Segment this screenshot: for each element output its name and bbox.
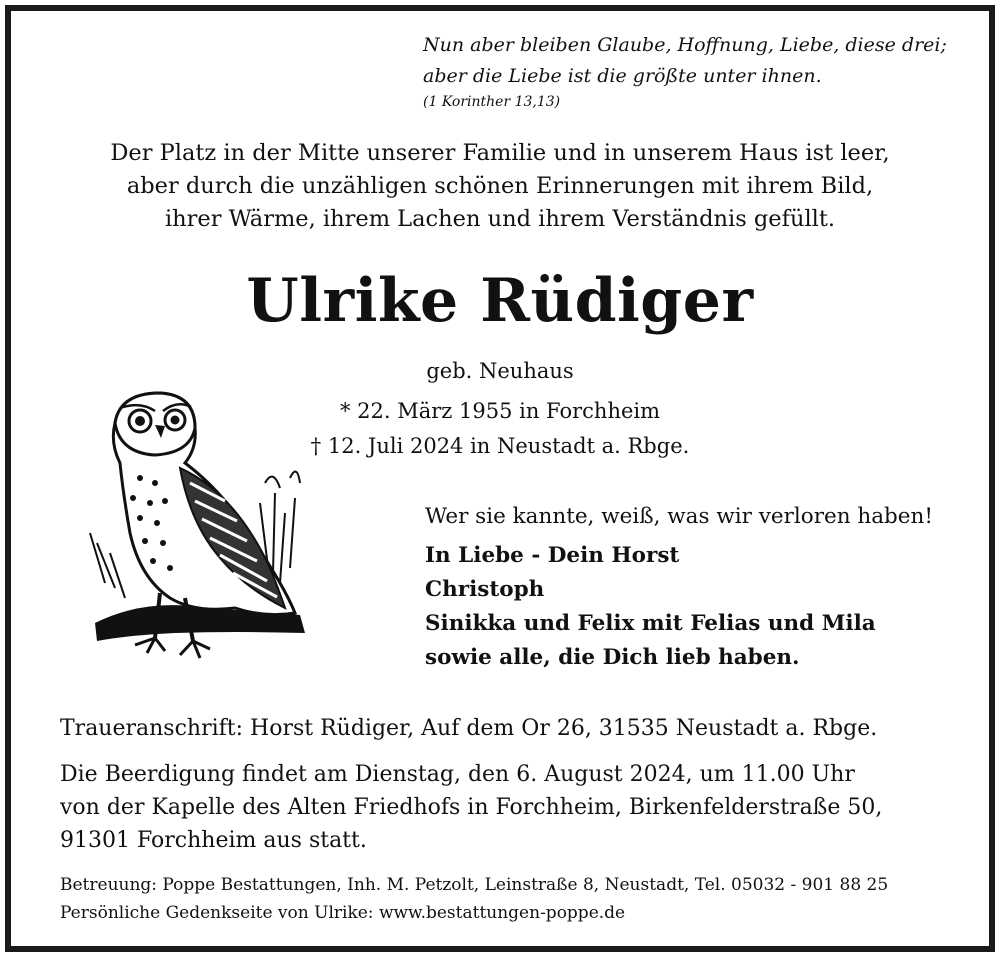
mourner-line-2: Christoph [425,577,545,602]
memorial-page-info: Persönliche Gedenkseite von Ulrike: www.bestattungen-poppe.de [60,903,626,923]
mourner-line-4: sowie alle, die Dich lieb haben. [425,645,800,670]
funeral-home-info: Betreuung: Poppe Bestattungen, Inh. M. Petzolt, Leinstraße 8, Neustadt, Tel. 05032 - 901 88 25 [60,875,889,895]
verse-line-2: aber die Liebe ist die größte unter ihnen. [423,65,822,87]
mourner-line-1: In Liebe - Dein Horst [425,543,680,568]
death-info: † 12. Juli 2024 in Neustadt a. Rbge. [310,434,690,458]
funeral-line-2: von der Kapelle des Alten Friedhofs in Forchheim, Birkenfelderstraße 50, [60,795,883,820]
mourning-address: Traueranschrift: Horst Rüdiger, Auf dem Or 26, 31535 Neustadt a. Rbge. [60,716,878,741]
intro-line-1: Der Platz in der Mitte unserer Familie und in unserem Haus ist leer, [110,140,890,166]
funeral-line-3: 91301 Forchheim aus statt. [60,828,367,853]
mourner-line-3: Sinikka und Felix mit Felias und Mila [425,611,876,636]
mourners-quote: Wer sie kannte, weiß, was wir verloren haben! [425,504,934,529]
maiden-name: geb. Neuhaus [426,359,574,383]
funeral-line-1: Die Beerdigung findet am Dienstag, den 6. August 2024, um 11.00 Uhr [60,762,855,787]
intro-line-2: aber durch die unzähligen schönen Erinnerungen mit ihrem Bild, [126,173,874,199]
verse-line-1: Nun aber bleiben Glaube, Hoffnung, Liebe, diese drei; [423,34,947,56]
birth-info: * 22. März 1955 in Forchheim [339,399,661,423]
deceased-name: Ulrike Rüdiger [246,266,754,336]
intro-line-3: ihrer Wärme, ihrem Lachen und ihrem Verständnis gefüllt. [164,206,836,232]
verse-reference: (1 Korinther 13,13) [423,94,561,110]
owl-illustration [85,383,320,673]
